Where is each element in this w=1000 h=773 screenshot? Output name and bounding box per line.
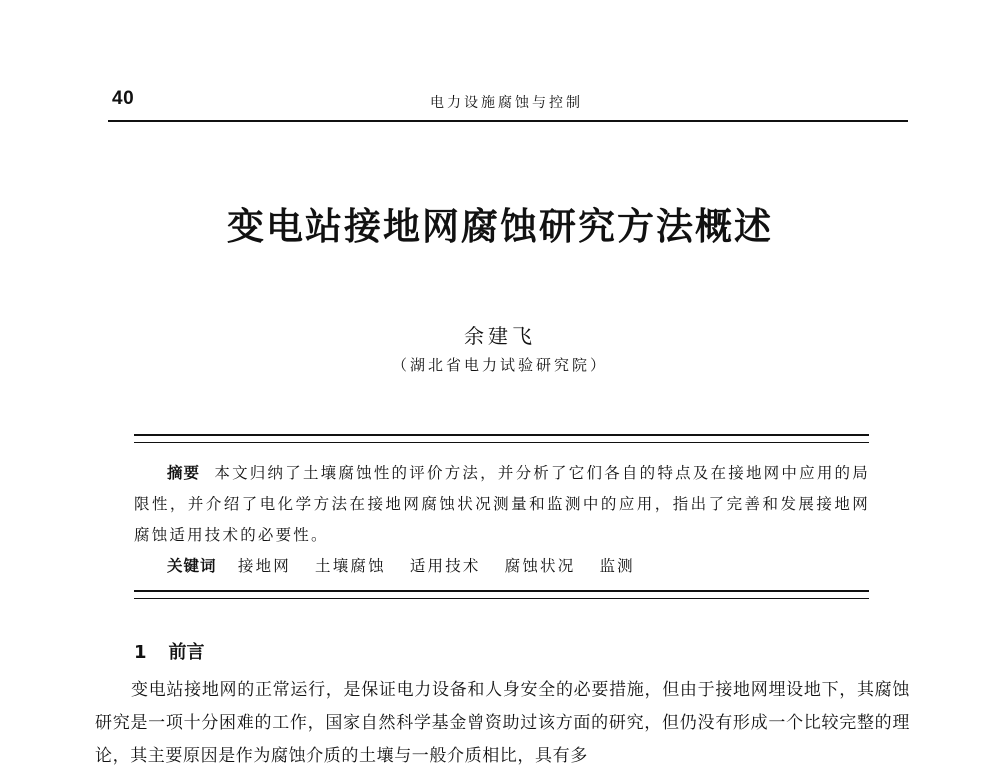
abstract-paragraph bbox=[134, 458, 870, 551]
header-rule bbox=[108, 120, 908, 122]
page-number: 40 bbox=[112, 88, 135, 109]
keywords-list bbox=[238, 557, 659, 575]
keyword-item: 腐蚀状况 bbox=[504, 557, 576, 575]
keyword-item: 监测 bbox=[599, 557, 635, 575]
keyword-item: 适用技术 bbox=[409, 557, 481, 575]
author-affiliation: （湖北省电力试验研究院） bbox=[391, 356, 608, 374]
article-title: 变电站接地网腐蚀研究方法概述 bbox=[227, 204, 773, 248]
section-title: 前言 bbox=[168, 642, 205, 663]
author-name: 余建飞 bbox=[464, 324, 536, 348]
abstract-block bbox=[134, 458, 870, 582]
abstract-bottom-rule bbox=[134, 590, 869, 599]
keyword-item: 土壤腐蚀 bbox=[315, 557, 386, 575]
abstract-label: 摘要 bbox=[167, 464, 201, 482]
abstract-text: 本文归纳了土壤腐蚀性的评价方法，并分析了它们各自的特点及在接地网中应用的局限性，并介绍了电化学方法在接地网腐蚀状况测量和监测中的应用，指出了完善和发展接地网腐蚀适用技术的必要性。 bbox=[134, 464, 870, 544]
keywords-line bbox=[134, 551, 870, 582]
section-number: 1 bbox=[134, 642, 147, 663]
section-heading bbox=[134, 638, 205, 664]
journal-running-head: 电力设施腐蚀与控制 bbox=[430, 95, 583, 111]
keywords-label: 关键词 bbox=[167, 557, 217, 575]
abstract-top-rule bbox=[134, 434, 869, 443]
section-body-text: 变电站接地网的正常运行，是保证电力设备和人身安全的必要措施，但由于接地网埋设地下，其腐蚀研究是一项十分困难的工作，国家自然科学基金曾资助过该方面的研究，但仍没有形成一个比较完整的理论，其主要原因是作为腐蚀介质的土壤与一般介质相比，具有多 bbox=[95, 680, 910, 766]
keyword-item: 接地网 bbox=[237, 557, 292, 575]
